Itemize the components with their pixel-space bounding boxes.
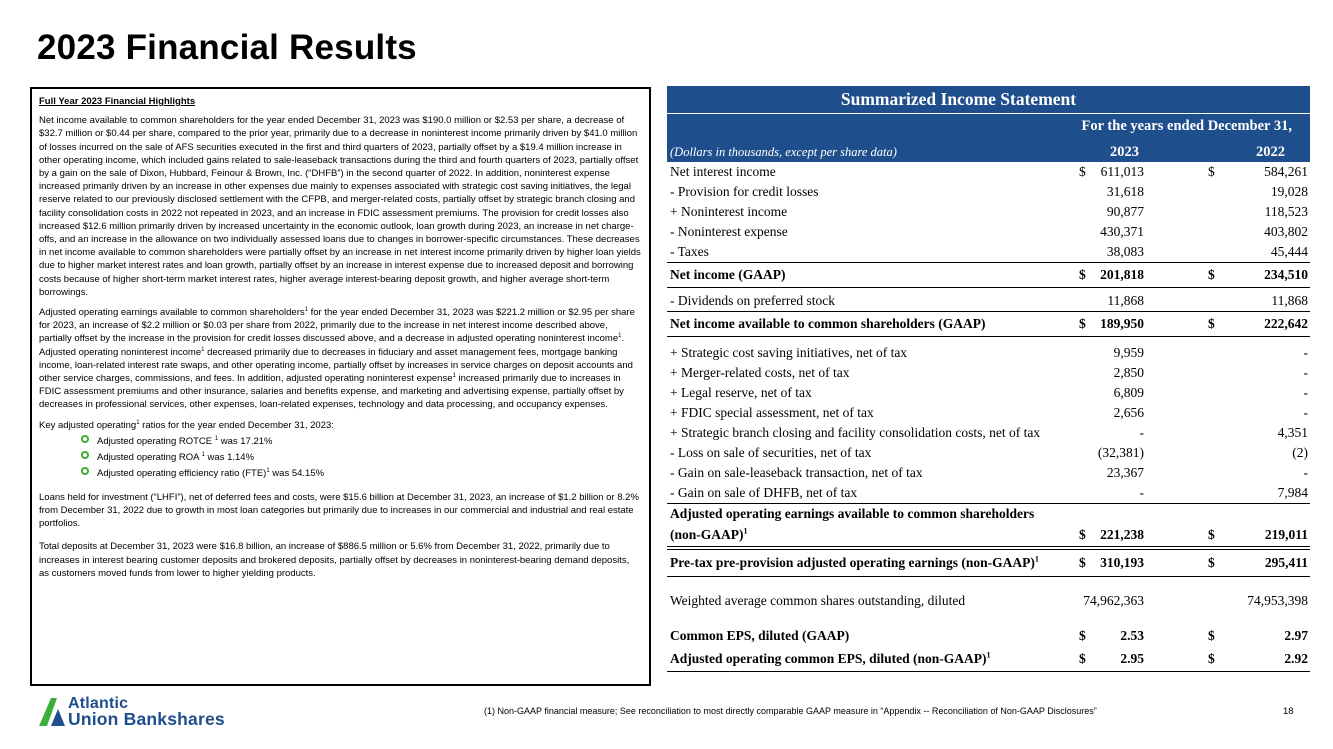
value-2022: 2.92 (1284, 651, 1308, 666)
currency-symbol: $ (1079, 267, 1086, 282)
value-2022: - (1303, 385, 1308, 400)
row-label: Net interest income (670, 164, 776, 179)
value-2022: - (1303, 405, 1308, 420)
value-2023: 23,367 (1106, 465, 1144, 480)
table-row (667, 343, 1310, 363)
value-2023: 221,238 (1100, 527, 1144, 542)
value-2022: 45,444 (1270, 244, 1308, 259)
row-label (670, 647, 991, 671)
logo-text: Union Bankshares (68, 709, 225, 729)
text-run: Adjusted operating common EPS, diluted (non-GAAP) (670, 651, 987, 666)
table-row (667, 202, 1310, 222)
list-item (81, 465, 641, 481)
row-label: - Dividends on preferred stock (670, 293, 835, 308)
footnote: (1) Non-GAAP financial measure; See reconciliation to most directly comparable GAAP measure in “Appendix -- Reconciliation of Non-GAAP Disclosures” (484, 706, 1097, 716)
currency-symbol: $ (1208, 628, 1215, 643)
table-row (667, 312, 1310, 337)
footnote-marker: 1 (618, 333, 622, 340)
currency-symbol: $ (1079, 164, 1086, 179)
text-run: (non-GAAP) (670, 527, 744, 542)
currency-symbol: $ (1208, 164, 1215, 179)
key-ratios-list (39, 433, 641, 481)
row-label (670, 550, 1039, 576)
table-row (667, 242, 1310, 263)
page-title: 2023 Financial Results (37, 28, 417, 67)
footnote-marker: 1 (201, 346, 205, 353)
footnote-marker: 1 (743, 526, 748, 536)
text-run: was 54.15% (269, 467, 325, 479)
row-label: + Noninterest income (670, 204, 788, 219)
bullet-icon (81, 451, 89, 459)
column-header-2022: 2022 (1256, 144, 1285, 160)
text-run: . Adjusted operating noninterest income (39, 333, 625, 358)
table-row (667, 363, 1310, 383)
value-2022: 19,028 (1270, 184, 1308, 199)
value-2023: (32,381) (1097, 445, 1144, 460)
row-label: + Legal reserve, net of tax (670, 385, 812, 400)
footnote-marker: 1 (201, 451, 205, 458)
page-number: 18 (1283, 706, 1294, 717)
units-note: (Dollars in thousands, except per share data) (670, 145, 897, 159)
text-run: for the year ended December 31, 2023 was $221.2 million or $2.95 per share for 2023, an increase of $2.2 million or $0.03 per share from 2022, primarily due to the increase in net interest income described above, partially offset by the increase in the provision for credit losses discussed above, and a decrease in adjusted operating noninterest income (39, 307, 635, 345)
column-header-2023: 2023 (1110, 144, 1139, 160)
table-row (667, 182, 1310, 202)
currency-symbol: $ (1208, 651, 1215, 666)
table-title: Summarized Income Statement (667, 86, 1310, 114)
text-run: Adjusted operating efficiency ratio (FTE) (97, 467, 267, 479)
row-label: Weighted average common shares outstanding, diluted (670, 593, 966, 608)
value-2022: 74,953,398 (1247, 593, 1308, 608)
table-row (667, 383, 1310, 403)
table-row (667, 222, 1310, 242)
text-run: ratios for the year ended December 31, 2023: (139, 419, 334, 431)
value-2023: 310,193 (1100, 555, 1144, 570)
value-2023: 430,371 (1100, 224, 1144, 239)
text-run: increased primarily due to increases in FDIC assessment premiums and other insurance, salaries and benefits expense, and marketing and advertising expense, partially offset by decreases in professional services, other expenses, loan-related expenses, technology and data processing, and occupancy expenses. (39, 373, 624, 411)
currency-symbol: $ (1208, 267, 1215, 282)
company-logo (37, 694, 267, 730)
highlights-paragraph-deposits: Total deposits at December 31, 2023 were $16.8 billion, an increase of $886.5 million or 5.6% from December 31, 2022, primarily due to increases in interest bearing customer deposits and brokered deposits, partially offset by decreases in noninterest-bearing demand deposits, as customers moved funds from lower to higher yielding products. (39, 541, 630, 579)
footnote-marker: 1 (214, 435, 219, 442)
value-2022: (2) (1292, 445, 1308, 460)
value-2022: 4,351 (1277, 425, 1308, 440)
text-run: was 1.14% (204, 451, 255, 463)
text-run: Key adjusted operating (39, 419, 137, 431)
value-2023: 2.95 (1120, 651, 1144, 666)
text-run: Adjusted operating ROTCE (97, 436, 215, 448)
value-2022: 222,642 (1264, 316, 1308, 331)
currency-symbol: $ (1079, 527, 1086, 542)
row-label: - Provision for credit losses (670, 184, 819, 199)
value-2023: 611,013 (1100, 164, 1144, 179)
table-row (667, 483, 1310, 503)
value-2023: 90,877 (1106, 204, 1144, 219)
row-label: Net income available to common shareholders (GAAP) (670, 316, 986, 331)
row-label (670, 525, 748, 545)
value-2023: 201,818 (1100, 267, 1144, 282)
row-label: + Merger-related costs, net of tax (670, 365, 850, 380)
table-body (667, 162, 1310, 503)
table-row-adjusted-earnings (667, 503, 1310, 547)
value-2023: - (1139, 485, 1144, 500)
footnote-marker: 1 (136, 419, 140, 426)
currency-symbol: $ (1208, 316, 1215, 331)
value-2022: 7,984 (1277, 485, 1308, 500)
footnote-marker: 1 (304, 306, 308, 313)
row-label: + FDIC special assessment, net of tax (670, 405, 874, 420)
value-2022: 295,411 (1264, 555, 1308, 570)
highlights-paragraph-net-income: Net income available to common shareholders for the year ended December 31, 2023 was $190.0 million or $2.53 per share, a decrease of $32.7 million or $0.44 per share, compared to the prior year, primarily due to a decrease in noninterest income primarily driven by $41.0 million of losses incurred on the sale of AFS securities executed in the first and third quarters of 2023, partially offset by a $19.4 million increase in other operating income, which included gains related to sale-leaseback transactions during the third and fourth quarters of 2023, partially offset by a gain on the sale of Dixon, Hubbard, Feinour & Brown, Inc. (“DHFB”) in the second quarter of 2022. In addition, noninterest expense increased primarily driven by an increase in other expenses due mainly to expenses associated with strategic cost saving initiatives, the legal reserve related to our previously disclosed settlement with the CFPB, and merger-related costs, partially offset by strategic branch closing and facility consolidation costs in 2022 not repeated in 2023, and an increase in FDIC assessment premiums. The provision for credit losses also increased $12.6 million primarily driven by increased uncertainty in the economic outlook, loan growth during 2023, an increase in net charge-offs, and an increase in the allowance on two individually assessed loans due to changes in borrower-specific circumstances. These decreases in net income available to common shareholders were partially offset by an increase in net interest income primarily driven by higher loan yields due to higher market interest rates and loan growth, partially offset by an increase in interest expense due to increased deposit and borrowing costs because of higher short-term market interest rates, higher average interest-bearing deposit growth, and higher average short-term borrowings. (39, 115, 641, 298)
value-2022: - (1303, 465, 1308, 480)
list-item (81, 433, 641, 449)
list-item (81, 449, 641, 465)
logo-text: Atlantic (68, 695, 129, 712)
footnote-marker: 1 (266, 467, 270, 474)
table-row (667, 443, 1310, 463)
text-run: Pre-tax pre-provision adjusted operating earnings (non-GAAP) (670, 555, 1035, 570)
text-run: Adjusted operating earnings available to common shareholders (39, 307, 305, 319)
value-2022: 219,011 (1264, 527, 1308, 542)
text-run: was 17.21% (218, 436, 273, 448)
table-row-shares (667, 587, 1310, 615)
highlights-panel (30, 87, 651, 686)
value-2023: 2,656 (1113, 405, 1144, 420)
table-row (667, 463, 1310, 483)
row-label: - Taxes (670, 244, 709, 259)
value-2022: 584,261 (1264, 164, 1308, 179)
value-2023: 2,850 (1113, 365, 1144, 380)
value-2022: 11,868 (1271, 293, 1308, 308)
table-row (667, 403, 1310, 423)
value-2023: 189,950 (1100, 316, 1144, 331)
currency-symbol: $ (1208, 527, 1215, 542)
table-row-adjusted-eps (667, 647, 1310, 672)
highlights-paragraph-loans: Loans held for investment (“LHFI”), net of deferred fees and costs, were $15.6 billion at December 31, 2023, an increase of $1.2 billion or 8.2% from December 31, 2022 due to growth in most loan categories but primarily due to increases in our commercial and industrial and real estate portfolios. (39, 491, 639, 530)
value-2022: - (1303, 365, 1308, 380)
highlights-paragraph-adjusted-earnings (39, 306, 641, 412)
row-label: + Strategic cost saving initiatives, net of tax (670, 345, 908, 360)
row-label: - Loss on sale of securities, net of tax (670, 445, 872, 460)
currency-symbol: $ (1079, 651, 1086, 666)
period-label: For the years ended December 31, (1081, 118, 1292, 134)
highlights-heading: Full Year 2023 Financial Highlights (39, 96, 196, 107)
value-2023: - (1139, 425, 1144, 440)
bullet-icon (81, 435, 89, 443)
bullet-icon (81, 467, 89, 475)
value-2022: 234,510 (1264, 267, 1308, 282)
footnote-marker: 1 (452, 372, 456, 379)
table-row (667, 423, 1310, 443)
logo-mark-icon (39, 698, 67, 726)
row-label: Adjusted operating earnings available to common shareholders (670, 506, 1035, 521)
currency-symbol: $ (1208, 555, 1215, 570)
value-2022: 403,802 (1264, 224, 1308, 239)
highlights-paragraph-key-ratios (39, 419, 641, 432)
row-label: + Strategic branch closing and facility consolidation costs, net of tax (670, 425, 1041, 440)
value-2023: 38,083 (1106, 244, 1144, 259)
column-header-row (667, 144, 1310, 162)
row-label: - Gain on sale-leaseback transaction, net of tax (670, 465, 923, 480)
value-2023: 31,618 (1106, 184, 1144, 199)
text-run: decreased primarily due to decreases in fiduciary and asset management fees, mortgage banking income, loan-related interest rate swaps, and other operating income, partially offset by increases in service charges on deposit accounts and other service charges, commissions, and fees. In addition, adjusted operating noninterest expense (39, 346, 633, 385)
currency-symbol: $ (1079, 555, 1086, 570)
value-2023: 2.53 (1120, 628, 1144, 643)
text-run: Adjusted operating ROA (97, 451, 202, 463)
value-2023: 9,959 (1113, 345, 1144, 360)
row-label: Common EPS, diluted (GAAP) (670, 628, 850, 643)
table-row-eps (667, 625, 1310, 647)
table-header (667, 86, 1310, 162)
row-label: - Noninterest expense (670, 224, 788, 239)
table-row (667, 263, 1310, 288)
value-2022: 118,523 (1264, 204, 1308, 219)
footnote-marker: 1 (1034, 554, 1039, 564)
income-statement-table (667, 86, 1310, 672)
value-2023: 11,868 (1107, 293, 1144, 308)
table-row-pretax (667, 549, 1310, 577)
value-2022: - (1303, 345, 1308, 360)
value-2023: 6,809 (1113, 385, 1144, 400)
table-row (667, 162, 1310, 182)
currency-symbol: $ (1079, 628, 1086, 643)
table-row (667, 291, 1310, 312)
value-2023: 74,962,363 (1083, 593, 1144, 608)
row-label: Net income (GAAP) (670, 267, 786, 282)
row-label: - Gain on sale of DHFB, net of tax (670, 485, 858, 500)
period-header (667, 114, 1310, 144)
footnote-marker: 1 (986, 650, 991, 660)
value-2022: 2.97 (1284, 628, 1308, 643)
currency-symbol: $ (1079, 316, 1086, 331)
